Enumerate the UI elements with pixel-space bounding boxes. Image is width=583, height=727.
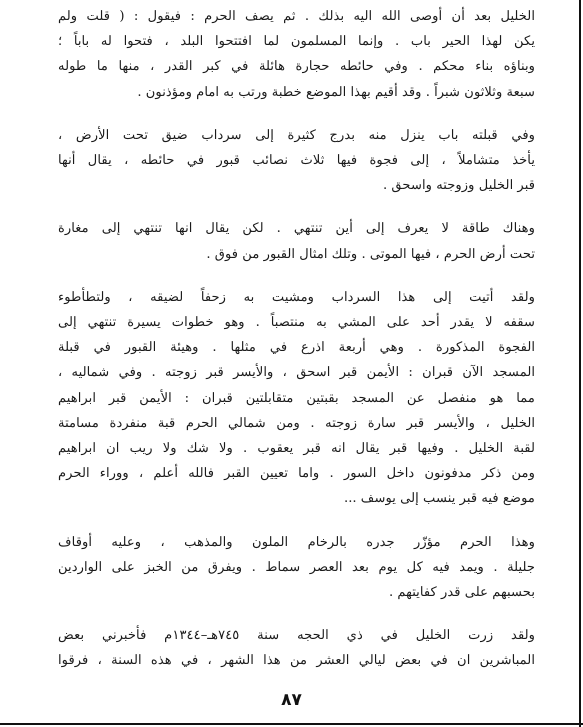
paragraph-3: [58, 216, 535, 266]
scan-border-right: [579, 0, 581, 727]
text-line: يأخذ متشاملاً ، إلى فجوة فيها ثلاث نصائب قبور في حائطه ، يقال أنها: [58, 153, 535, 169]
text-line: ومن ذكر مدفونون داخل السور . واما تعيين القبر فالله أعلم ، ووراء الحرم: [58, 466, 535, 482]
page-number: ٨٧: [281, 690, 302, 710]
text-line: ولقد أتيت إلى هذا السرداب ومشيت به زحفاً لضيقه ، ولتطأطوء: [58, 289, 535, 305]
text-line: وفي قبلته باب ينزل منه بدرج كثيرة إلى سرداب ضيق تحت الأرض ،: [58, 127, 535, 143]
text-line: سبعة وثلاثون شبراً . وقد أقيم بهذا الموضع خطبة ورتب به امام ومؤذنون .: [137, 84, 535, 100]
body-text: [58, 4, 535, 674]
text-line: المباشرين ان في بعض ليالي العشر من هذا الشهر ، في هذه السنة ، فرقوا: [58, 653, 535, 669]
paragraph-1: [58, 4, 535, 105]
paragraph-4: [58, 285, 535, 512]
text-line: بحسبهم على قدر كفايتهم .: [388, 585, 535, 601]
text-line: موضع فيه قبر ينسب إلى يوسف ...: [344, 491, 535, 507]
text-line: وهناك طاقة لا يعرف إلى أين تنتهي . لكن يقال انها تنتهي إلى مغارة: [58, 221, 535, 237]
text-line: وبناؤه بناء محكم . وفي حائطه حجارة هائلة في كبر القدر ، منها ما طوله: [58, 59, 535, 75]
text-line: قبر الخليل وزوجته واسحق .: [383, 178, 535, 194]
text-line: لقبة الخليل . وفيها قبر يقال انه قبر يعقوب . ولا شك ولا ريب ان ابراهيم: [58, 441, 535, 457]
text-line: المسجد الآن قبران : الأيمن قبر اسحق ، والأيسر قبر زوجته . وفي شماليه ،: [58, 365, 535, 381]
text-line: وهذا الحرم مؤزّر جدره بالرخام الملون والمذهب ، وعليه أوقاف: [58, 534, 535, 550]
text-line: الفجوة المذكورة . وهي أربعة اذرع في مثلها . وهيئة القبور في قبلة: [58, 340, 535, 356]
text-line: الخليل ، والأيسر قبر سارة زوجته . ومن شمالي الحرم قبة منفردة مسامتة: [58, 415, 535, 431]
scan-border-bottom: [0, 723, 583, 725]
text-line: مما هو منفصل عن المسجد بقبتين متقابلتين قبران : الأيمن قبر ابراهيم: [58, 390, 535, 406]
text-line: الخليل بعد أن أوصى الله اليه بذلك . ثم يصف الحرم : فيقول : ( قلت ولم: [58, 9, 535, 24]
paragraph-2: [58, 123, 535, 199]
text-line: تحت أرض الحرم ، فيها الموتى . وتلك امثال القبور من فوق .: [206, 246, 535, 262]
text-line: يكن لهذا الحير باب . وإنما المسلمون لما افتتحوا البلد ، فتحوا له باباً ؛: [58, 34, 535, 50]
paragraph-6: [58, 623, 535, 673]
text-line: سقفه لا يقدر أحد على المشي به منتصباً . وهو خطوات يسيرة تنتهي إلى: [58, 315, 535, 331]
text-line: جليلة . ويمد فيه كل يوم بعد العصر سماط . ويفرق من الخبز على الواردين: [58, 559, 535, 575]
text-line: ولقد زرت الخليل في ذي الحجه سنة ٧٤٥هـ–١٣٤٤م فأخبرني بعض: [58, 628, 535, 644]
paragraph-5: [58, 530, 535, 606]
